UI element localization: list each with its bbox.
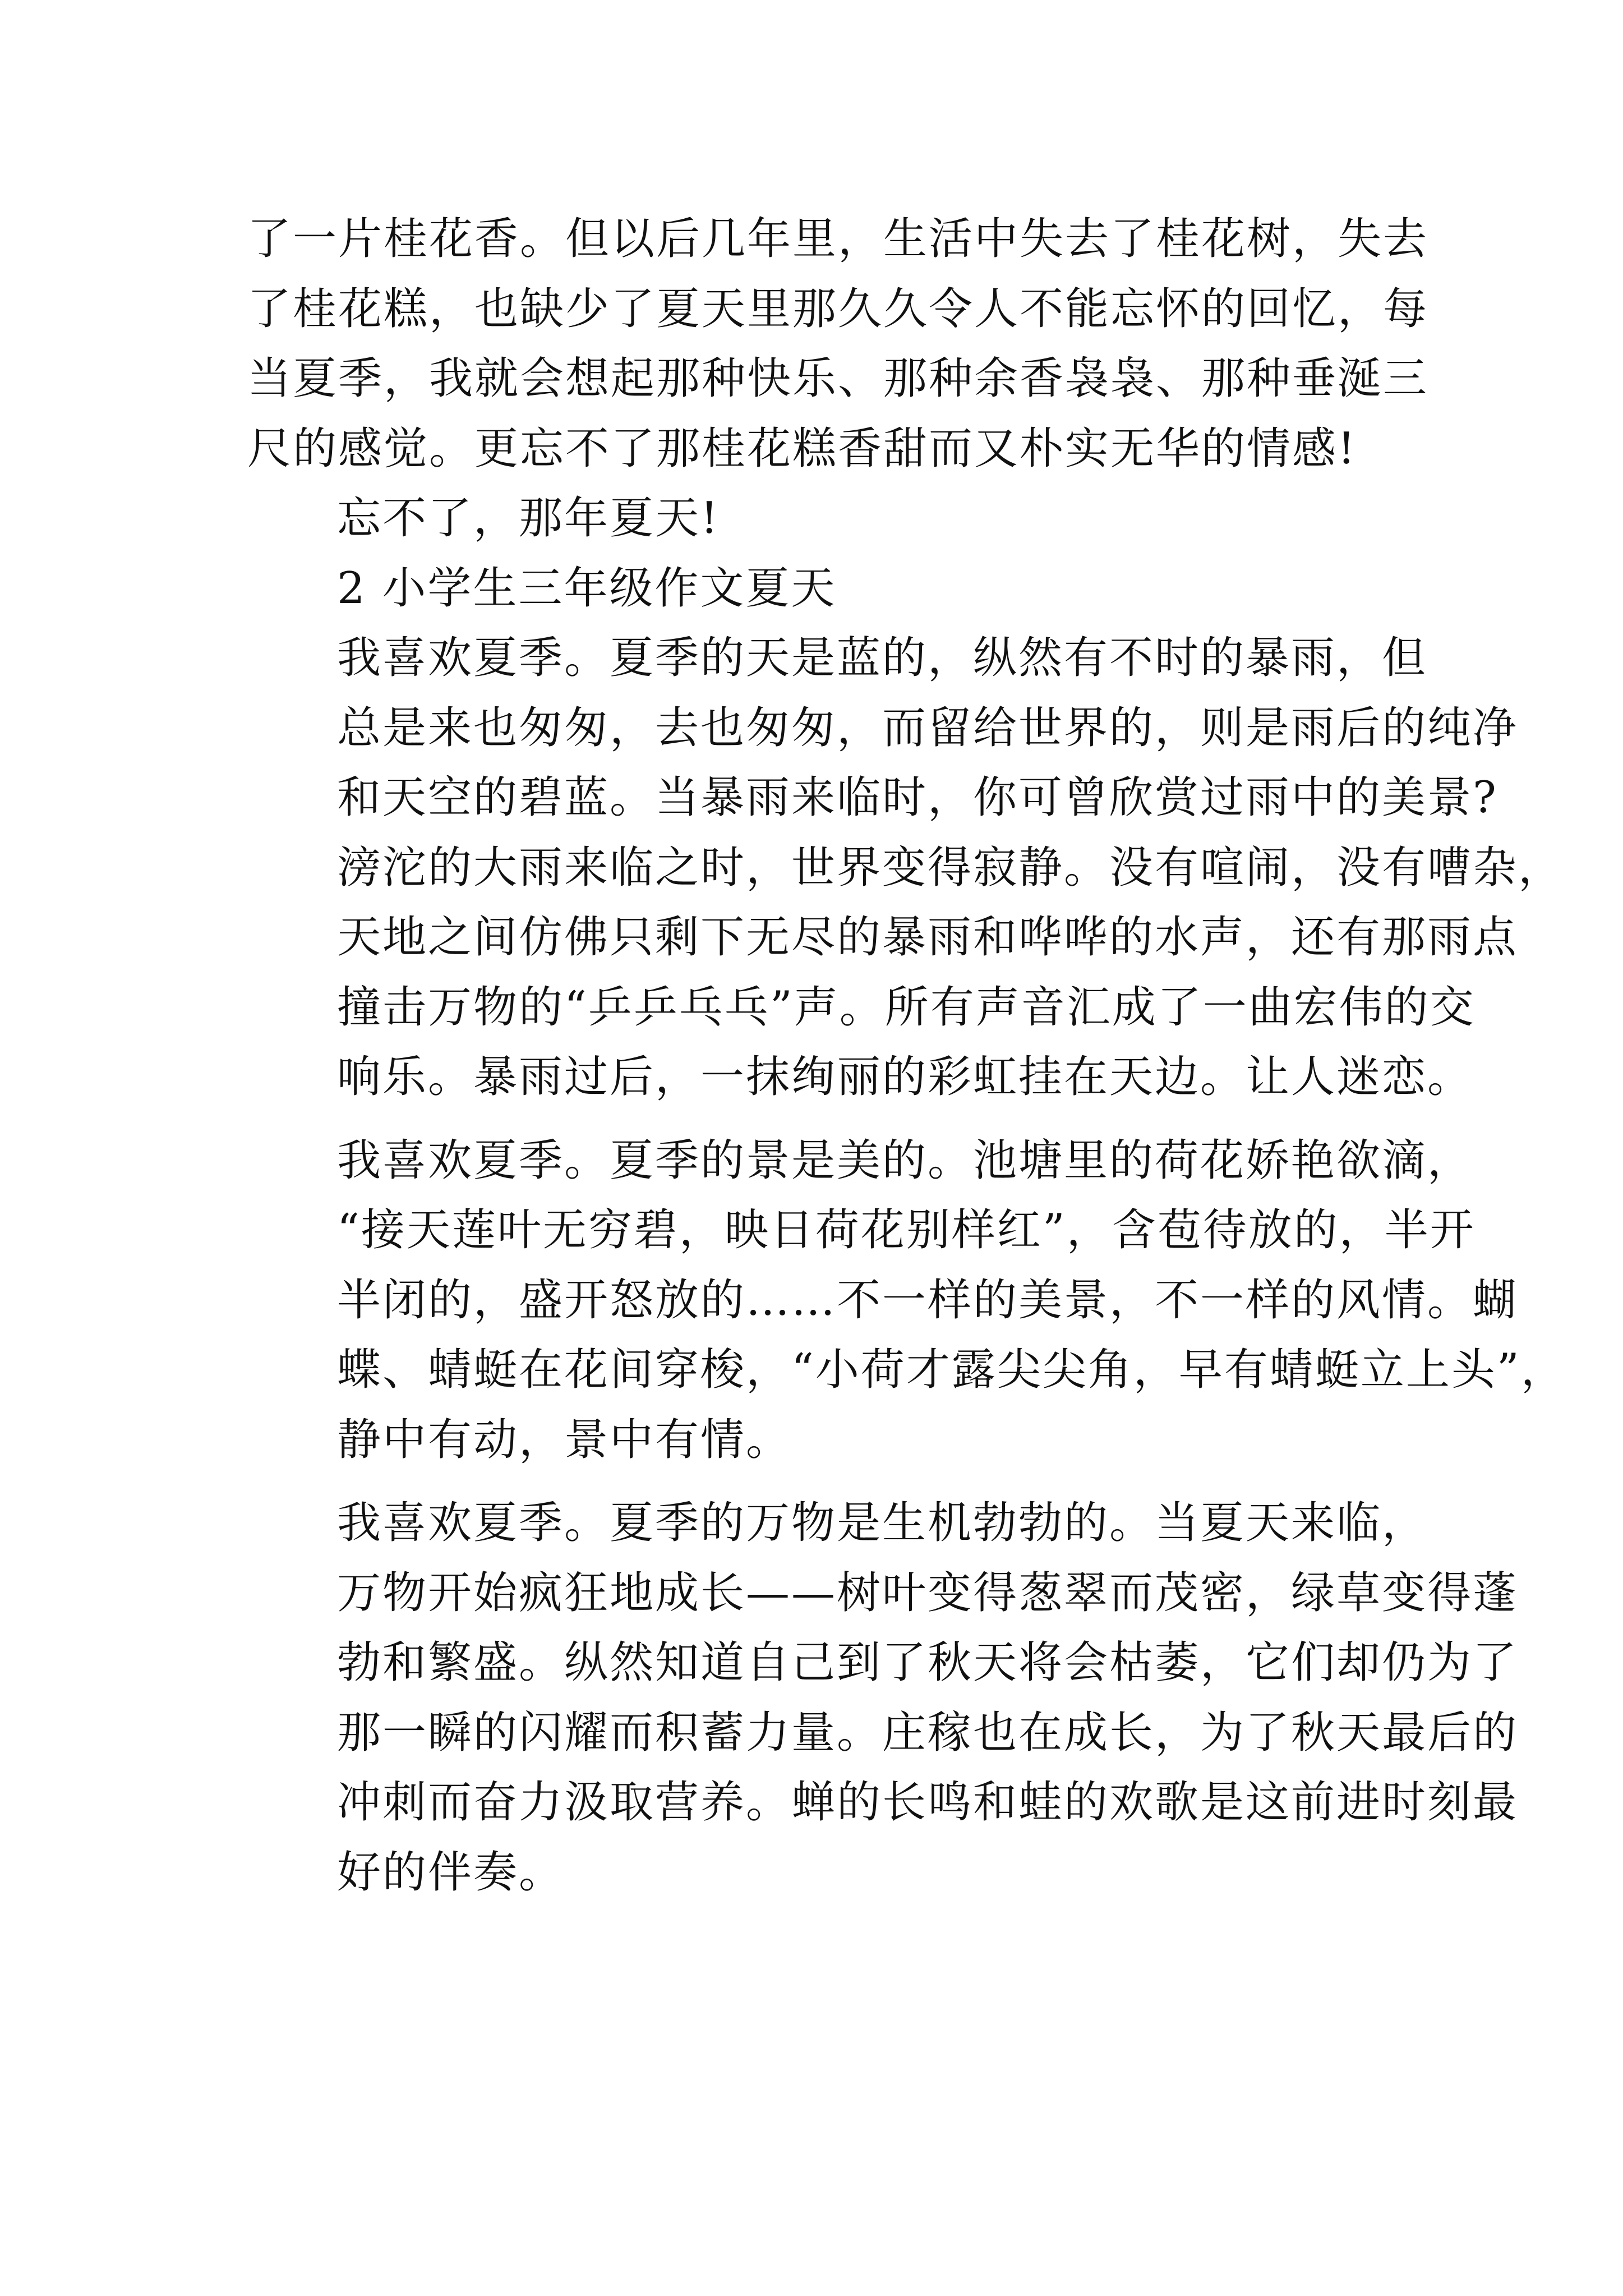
text-line: 滂沱的大雨来临之时，世界变得寂静。没有喧闹，没有嘈杂，: [337, 842, 1564, 893]
text-line: 和天空的碧蓝。当暴雨来临时，你可曾欣赏过雨中的美景?: [337, 772, 1498, 823]
text-line: 天地之间仿佛只剩下无尽的暴雨和哗哗的水声，还有那雨点: [337, 912, 1519, 963]
text-line: 我喜欢夏季。夏季的万物是生机勃勃的。当夏天来临，: [337, 1498, 1428, 1548]
text-line: 忘不了，那年夏天!: [337, 493, 720, 544]
paragraph-5: [247, 1126, 1566, 1475]
text-line: 静中有动，景中有情。: [337, 1414, 792, 1465]
text-line: 蝶、蜻蜓在花间穿梭，“小荷才露尖尖角，早有蜻蜓立上头”，: [337, 1345, 1566, 1395]
text-line: 当夏季，我就会想起那种快乐、那种余香袅袅、那种垂涎三: [247, 353, 1429, 404]
text-line: 勃和繁盛。纵然知道自己到了秋天将会枯萎，它们却仍为了: [337, 1637, 1519, 1688]
text-line: 响乐。暴雨过后，一抹绚丽的彩虹挂在天边。让人迷恋。: [337, 1052, 1473, 1102]
text-line: 那一瞬的闪耀而积蓄力量。庄稼也在成长，为了秋天最后的: [337, 1707, 1519, 1758]
text-line: 了一片桂花香。但以后几年里，生活中失去了桂花树，失去: [247, 214, 1429, 264]
paragraph-4: [247, 623, 1564, 1112]
text-line: 我喜欢夏季。夏季的天是蓝的，纵然有不时的暴雨，但: [337, 633, 1428, 683]
section-heading: [247, 554, 1391, 624]
text-line: 半闭的，盛开怒放的……不一样的美景，不一样的风情。蝴: [337, 1274, 1519, 1326]
text-line: 万物开始疯狂地成长——树叶变得葱翠而茂密，绿草变得蓬: [337, 1567, 1519, 1618]
text-line: 冲刺而奋力汲取营养。蝉的长鸣和蛙的欢歌是这前进时刻最: [337, 1777, 1519, 1828]
paragraph-2: [247, 484, 1391, 554]
paragraph-1: [247, 204, 1429, 484]
text-line: 我喜欢夏季。夏季的景是美的。池塘里的荷花娇艳欲滴，: [337, 1135, 1473, 1186]
text-line: “接天莲叶无穷碧，映日荷花别样红”，含苞待放的，半开: [337, 1205, 1476, 1255]
text-line: 尺的感觉。更忘不了那桂花糕香甜而又朴实无华的情感!: [247, 423, 1357, 474]
text-line: 总是来也匆匆，去也匆匆，而留给世界的，则是雨后的纯净: [337, 702, 1519, 753]
paragraph-6: [247, 1488, 1519, 1907]
text-line: 撞击万物的“乒乒乓乓”声。所有声音汇成了一曲宏伟的交: [337, 982, 1476, 1033]
document-body: [247, 204, 1566, 1907]
text-line: 2 小学生三年级作文夏天: [337, 563, 837, 614]
text-line: 好的伴奏。: [337, 1847, 565, 1898]
text-line: 了桂花糕，也缺少了夏天里那久久令人不能忘怀的回忆，每: [247, 283, 1429, 334]
